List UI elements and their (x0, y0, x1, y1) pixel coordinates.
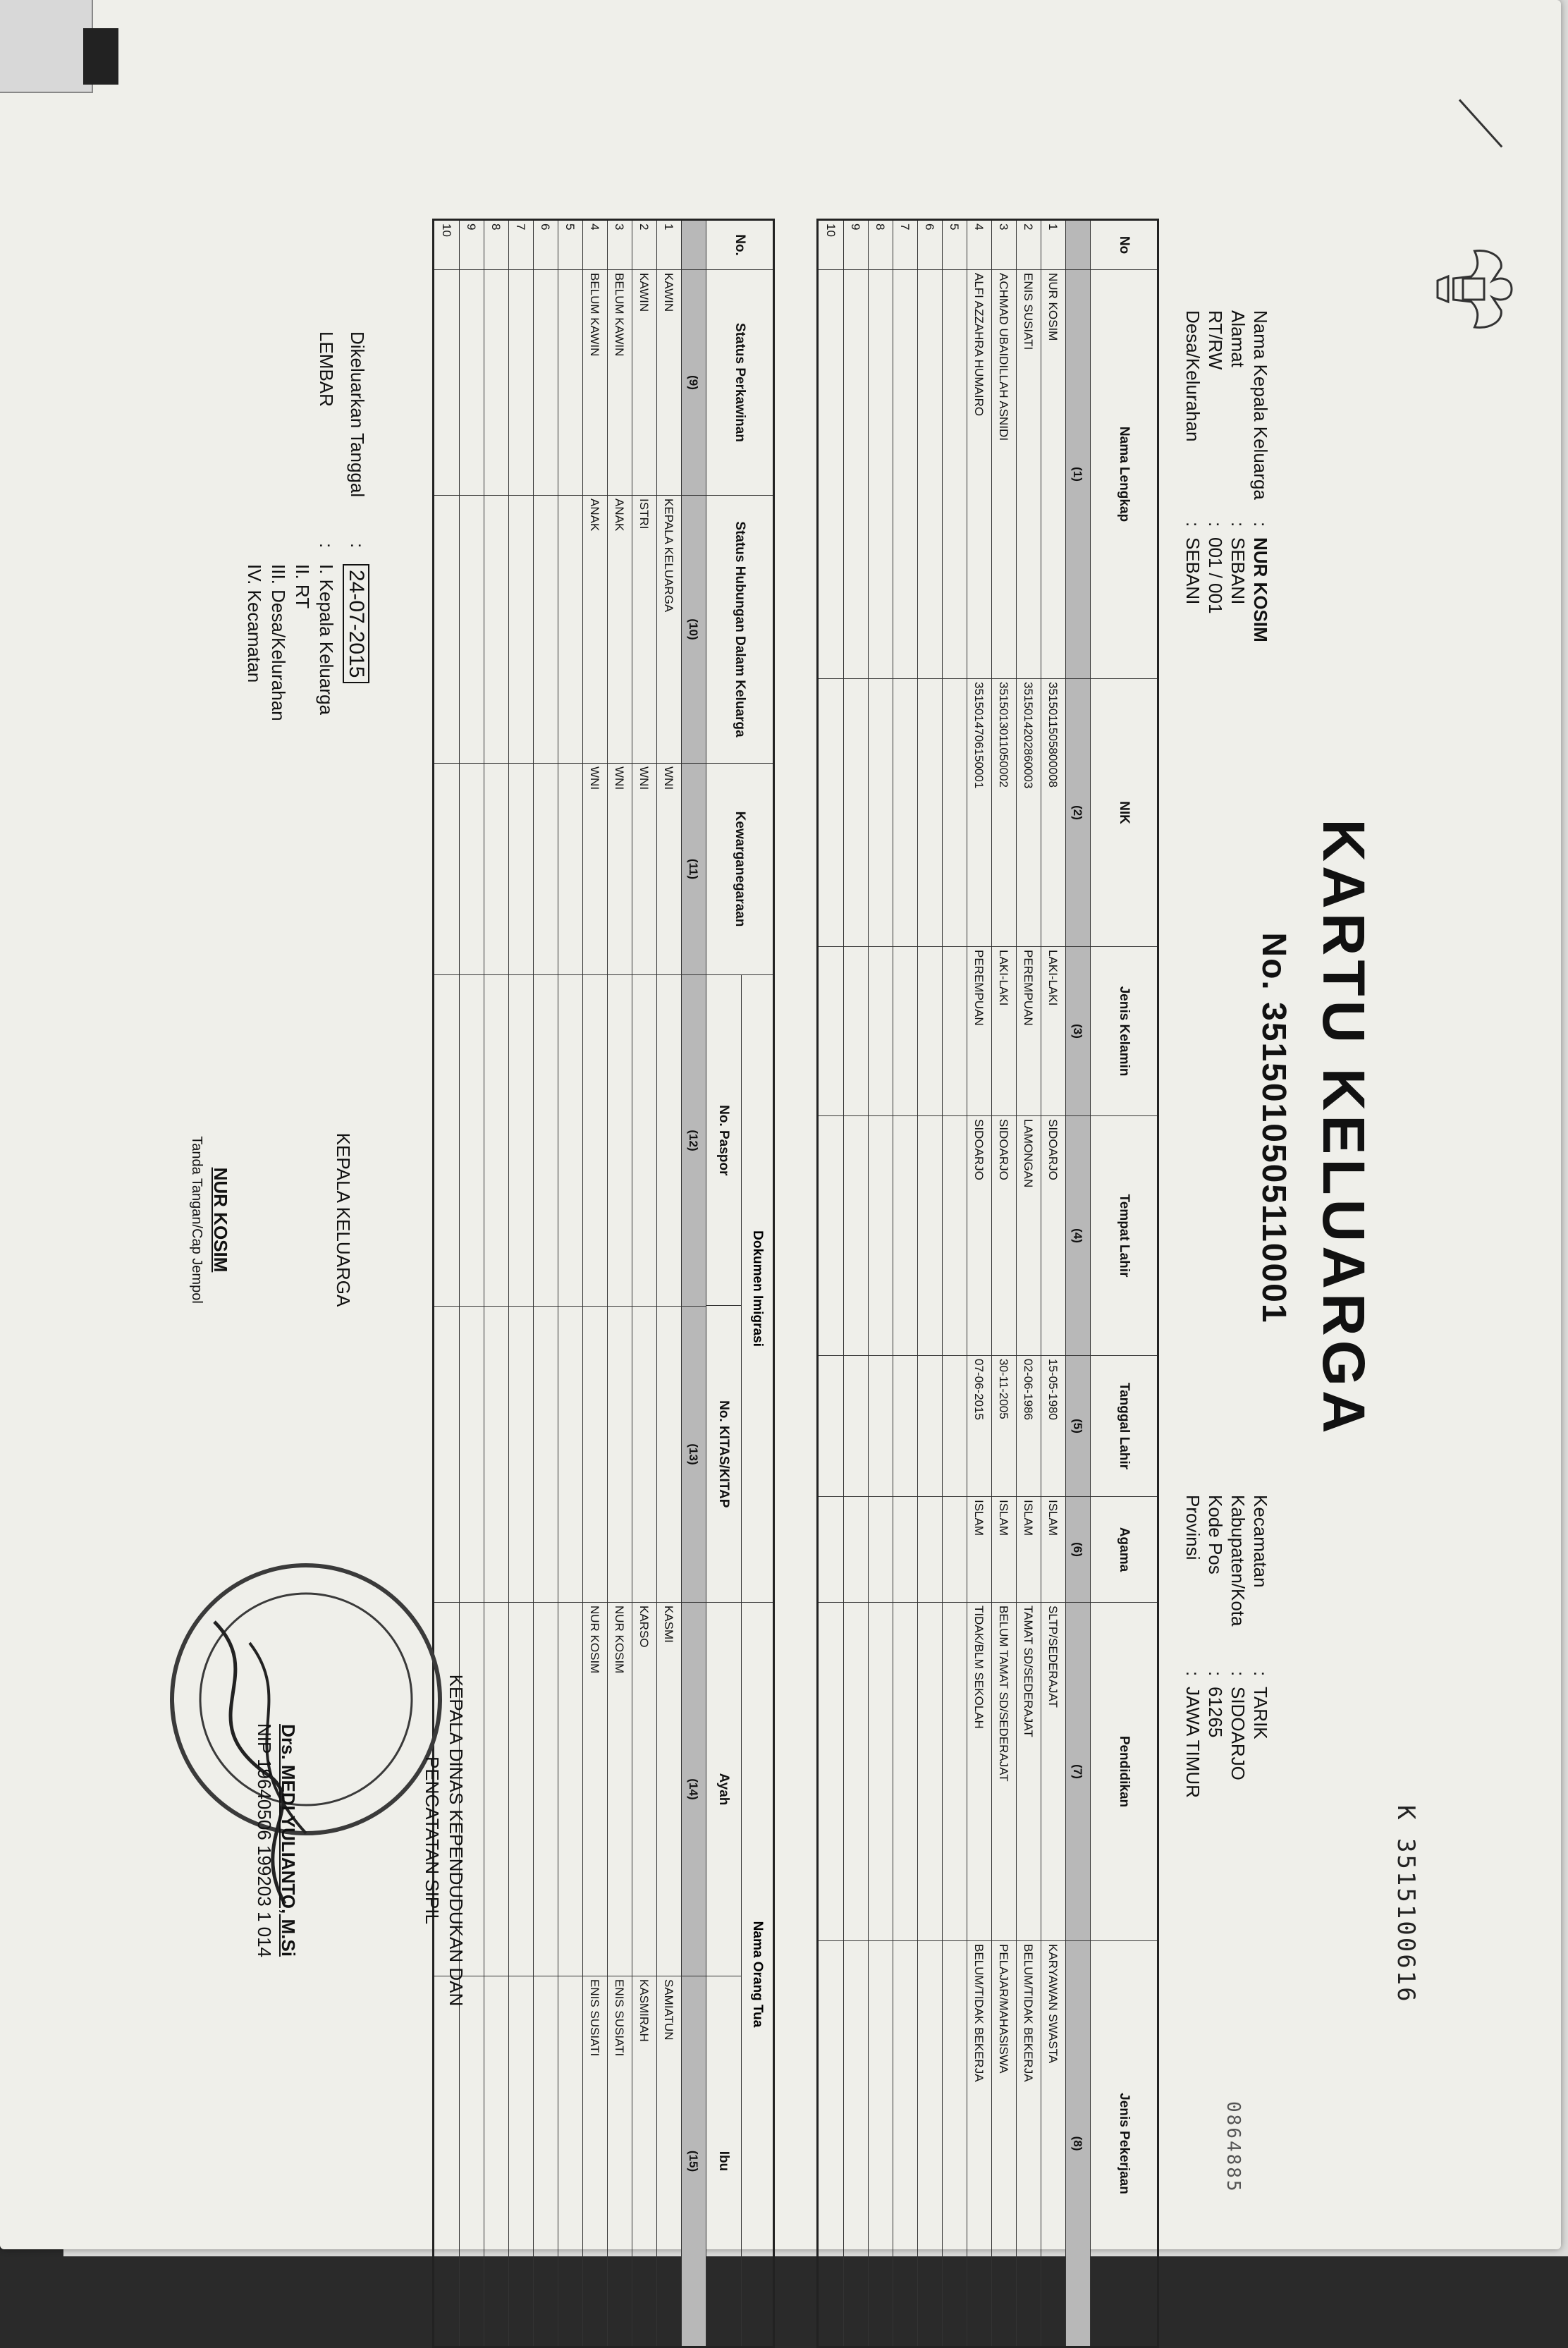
table-cell: 07-06-2015 (967, 1356, 991, 1497)
table-cell (657, 975, 681, 1307)
table-cell (819, 1941, 843, 2346)
table-cell: BELUM/TIDAK BEKERJA (1022, 1944, 1035, 2082)
table-header-cell: No. (706, 221, 773, 270)
table-cell: KAWIN (657, 270, 681, 496)
table-cell (460, 496, 484, 764)
table-cell (434, 764, 459, 975)
column-number-cell: (11) (682, 764, 706, 975)
table-cell (869, 1941, 893, 2346)
column-number-cell: (12) (682, 975, 706, 1307)
table-cell (484, 764, 508, 975)
table-row (1041, 221, 1065, 2346)
label-district: Kecamatan (1250, 1495, 1271, 1588)
table-cell (534, 975, 558, 1307)
table-row (942, 221, 967, 2346)
table-cell: ISLAM (992, 1497, 1016, 1603)
table-cell (844, 947, 868, 1116)
table-cell (893, 1941, 917, 2346)
sheet-item-2: II. RT (292, 564, 313, 609)
table-cell: ALFI AZZAHRA HUMAIRO (967, 270, 991, 679)
table-cell: WNI (608, 764, 632, 975)
table-cell: KAWIN (632, 270, 656, 496)
table-cell: PEREMPUAN (967, 947, 991, 1116)
table-cell: 7 (509, 221, 533, 270)
table-cell (558, 764, 582, 975)
official-nip: NIP 19640506 199203 1 014 (254, 1723, 275, 1958)
column-number-cell (682, 221, 706, 270)
table-cell (509, 764, 533, 975)
head-name: NUR KOSIM (210, 1167, 231, 1273)
table-row (893, 221, 917, 2346)
table-cell (534, 270, 558, 496)
table-row (607, 221, 632, 2346)
table-row (582, 221, 607, 2346)
table-cell: 3515014202860003 (1017, 679, 1041, 947)
table-cell: PEREMPUAN (1017, 947, 1041, 1116)
column-number-cell: (10) (682, 496, 706, 764)
column-number-cell: (1) (1066, 270, 1090, 679)
table-cell (918, 1941, 942, 2346)
table-header-row (706, 221, 773, 2346)
family-card-number: No. 3515010505110001 (1255, 932, 1292, 1324)
table-cell (583, 1307, 607, 1603)
table-cell (918, 947, 942, 1116)
table-cell (893, 679, 917, 947)
head-signature-block (185, 1058, 355, 1382)
table-cell (819, 1497, 843, 1603)
table-row (533, 221, 558, 2346)
table-cell: 10 (819, 221, 843, 270)
table-cell (608, 975, 632, 1307)
table-cell: 1 (657, 221, 681, 270)
table-cell: ANAK (608, 496, 632, 764)
table-cell (943, 1497, 967, 1603)
table-cell (893, 1116, 917, 1356)
table-cell (819, 270, 843, 679)
table-cell (844, 270, 868, 679)
table-header-cell: Kewarganegaraan (706, 764, 773, 975)
table-cell (632, 975, 656, 1307)
column-number-cell: (15) (682, 1976, 706, 2346)
table-header-cell: NIK (1091, 679, 1157, 947)
table-cell: 2 (632, 221, 656, 270)
table-cell (460, 764, 484, 975)
label-postal-code: Kode Pos (1205, 1495, 1226, 1574)
table-cell: SIDOARJO (1041, 1116, 1065, 1356)
table-cell: KARYAWAN SWASTA (1046, 1944, 1060, 2064)
table-cell (943, 1116, 967, 1356)
label-village: Desa/Kelurahan (1182, 310, 1203, 442)
column-number-cell: (6) (1066, 1497, 1090, 1603)
table-cell: 1 (1041, 221, 1065, 270)
table-cell (558, 1307, 582, 1603)
column-number-cell: (7) (1066, 1603, 1090, 1941)
table-cell (918, 1116, 942, 1356)
table-cell: SAMIATUN (662, 1979, 675, 2041)
table-cell: NUR KOSIM (608, 1603, 632, 1976)
table-cell: ACHMAD UBAIDILLAH ASNIDI (992, 270, 1016, 679)
table-cell (484, 975, 508, 1307)
table-header-cell: Jenis Kelamin (1091, 947, 1157, 1116)
table-row (484, 221, 508, 2346)
table-header-cell: Tanggal Lahir (1091, 1356, 1157, 1497)
table-cell: NUR KOSIM (583, 1603, 607, 1976)
table-cell: 5 (558, 221, 582, 270)
table-cell (509, 1976, 533, 2346)
table-cell (819, 1116, 843, 1356)
table-header-cell: Ayah (706, 1603, 741, 1976)
column-number-cell: (2) (1066, 679, 1090, 947)
table-cell: 6 (534, 221, 558, 270)
table-cell (819, 679, 843, 947)
garuda-emblem-icon (1427, 236, 1533, 342)
table-cell (632, 1307, 656, 1603)
table-header-cell: Tempat Lahir (1091, 1116, 1157, 1356)
sheet-item-1: I. Kepala Keluarga (316, 564, 337, 715)
table-row (917, 221, 942, 2346)
table-cell: TIDAK/BLM SEKOLAH (967, 1603, 991, 1941)
table-cell: KARSO (632, 1603, 656, 1976)
table-header-cell: Nama Lengkap (1091, 270, 1157, 679)
table-cell (534, 1603, 558, 1976)
value-head-of-family: NUR KOSIM (1250, 537, 1271, 642)
column-number-cell: (8) (1066, 1941, 1090, 2346)
family-status-table (432, 219, 775, 2348)
table-cell (918, 679, 942, 947)
column-number-cell: (14) (682, 1603, 706, 1976)
table-header-cell: Agama (1091, 1497, 1157, 1603)
table-cell: WNI (657, 764, 681, 975)
value-regency: SIDOARJO (1227, 1687, 1249, 1780)
parents-header-title: Nama Orang Tua (741, 1603, 773, 2346)
value-village: SEBANI (1182, 537, 1203, 605)
column-number-cell: (13) (682, 1307, 706, 1603)
table-cell: 10 (434, 221, 459, 270)
table-cell (484, 496, 508, 764)
table-cell (869, 1356, 893, 1497)
table-cell: 02-06-1986 (1017, 1356, 1041, 1497)
info-right: Kecamatan : TARIK Kabupaten/Kota : SIDOARJO Kode Pos : 61265 Provinsi : JAWA TIMUR (1182, 1495, 1271, 1798)
table-cell (943, 1603, 967, 1941)
table-cell: 2 (1017, 221, 1041, 270)
table-cell: 3515013011050002 (992, 679, 1016, 947)
column-number-cell: (3) (1066, 947, 1090, 1116)
immigration-doc-header-title: Dokumen Imigrasi (741, 975, 773, 1602)
table-cell (434, 496, 459, 764)
table-cell: ISLAM (967, 1497, 991, 1603)
column-number-cell: (4) (1066, 1116, 1090, 1356)
table-cell: 6 (918, 221, 942, 270)
label-rt-rw: RT/RW (1205, 310, 1226, 370)
table-cell (893, 1497, 917, 1603)
table-cell: NUR KOSIM (1041, 270, 1065, 679)
table-cell (869, 679, 893, 947)
table-cell (893, 1356, 917, 1497)
table-cell (534, 1307, 558, 1603)
table-cell (434, 975, 459, 1307)
table-cell: ANAK (583, 496, 607, 764)
column-number-cell: (5) (1066, 1356, 1090, 1497)
table-cell (484, 1603, 508, 1976)
table-cell: 8 (484, 221, 508, 270)
table-cell (943, 679, 967, 947)
parents-header (706, 1603, 773, 2346)
table-cell: SLTP/SEDERAJAT (1041, 1603, 1065, 1941)
value-province: JAWA TIMUR (1182, 1687, 1203, 1798)
table-cell: ISLAM (1017, 1497, 1041, 1603)
column-number-row (1065, 221, 1090, 2346)
document-title: KARTU KELUARGA (1311, 819, 1377, 1438)
table-cell (509, 270, 533, 496)
head-sub: Tanda Tangan/Cap Jempol (189, 1136, 204, 1304)
table-cell (509, 496, 533, 764)
sheet-label: LEMBAR (316, 331, 337, 407)
value-postal-code: 61265 (1205, 1687, 1226, 1738)
table-cell: LAMONGAN (1017, 1116, 1041, 1356)
table-cell: ENIS SUSIATI (588, 1979, 601, 2057)
table-cell (918, 1603, 942, 1941)
table-cell (869, 1603, 893, 1941)
table-cell (918, 1356, 942, 1497)
table-row (843, 221, 868, 2346)
column-number-cell: (9) (682, 270, 706, 496)
table-row (1016, 221, 1041, 2346)
official-signature-block (252, 1643, 468, 2038)
issued-label: Dikeluarkan Tanggal (347, 331, 368, 498)
table-header-cell: No (1091, 221, 1157, 270)
table-cell: LAKI-LAKI (1041, 947, 1065, 1116)
table-cell (509, 1603, 533, 1976)
table-cell: KASMI (657, 1603, 681, 1976)
table-cell: 5 (943, 221, 967, 270)
immigration-doc-header (706, 975, 773, 1603)
head-title: KEPALA KELUARGA (333, 1132, 354, 1307)
table-cell (918, 1497, 942, 1603)
bottom-code: 0864885 (1223, 2101, 1244, 2194)
table-cell: 3 (608, 221, 632, 270)
table-cell (534, 764, 558, 975)
table-cell: WNI (583, 764, 607, 975)
table-cell: KASMIRAH (637, 1979, 651, 2042)
table-cell: WNI (632, 764, 656, 975)
label-regency: Kabupaten/Kota (1227, 1495, 1249, 1627)
table-cell (844, 1497, 868, 1603)
table-cell: 30-11-2005 (992, 1356, 1016, 1497)
table-cell: TAMAT SD/SEDERAJAT (1017, 1603, 1041, 1941)
table-cell (819, 1603, 843, 1941)
table-cell: BELUM/TIDAK BEKERJA (972, 1944, 986, 2082)
table-row (508, 221, 533, 2346)
table-header-cell: No. KITAS/KITAP (716, 1400, 732, 1508)
official-title-2: PENCATATAN SIPIL (422, 1756, 443, 1924)
value-district: TARIK (1250, 1687, 1271, 1739)
table-row (868, 221, 893, 2346)
table-cell: SIDOARJO (992, 1116, 1016, 1356)
table-header-cell: Status Perkawinan (706, 270, 773, 496)
value-address: SEBANI (1227, 537, 1249, 605)
table-header-cell: Ibu (716, 2151, 732, 2172)
table-header-cell: Status Hubungan Dalam Keluarga (706, 496, 773, 764)
table-cell: 15-05-1980 (1041, 1356, 1065, 1497)
official-name: Drs. MEDI YULIANTO, M.Si (278, 1724, 299, 1957)
table-cell (558, 496, 582, 764)
issue-info: Dikeluarkan Tanggal : 24-07-2015 LEMBAR : I. Kepala Keluarga II. RT III. Desa/Kelurahan IV. Kecamatan (244, 331, 368, 721)
official-title-1: KEPALA DINAS KEPENDUDUKAN DAN (446, 1674, 467, 2007)
table-cell (534, 1976, 558, 2346)
serial-number: K 3515100616 (1392, 1805, 1420, 2004)
table-cell (918, 270, 942, 679)
table-cell: BELUM KAWIN (608, 270, 632, 496)
table-cell (657, 1307, 681, 1603)
table-cell: KEPALA KELUARGA (657, 496, 681, 764)
table-header-cell: Pendidikan (1091, 1603, 1157, 1941)
table-cell (608, 1307, 632, 1603)
table-cell: ENIS SUSIATI (1017, 270, 1041, 679)
table-cell: SIDOARJO (967, 1116, 991, 1356)
table-cell (893, 1603, 917, 1941)
table-cell (509, 1307, 533, 1603)
table-cell (460, 975, 484, 1307)
table-cell (583, 975, 607, 1307)
table-cell (943, 1356, 967, 1497)
table-row (656, 221, 681, 2346)
table-cell: LAKI-LAKI (992, 947, 1016, 1116)
table-cell: 9 (844, 221, 868, 270)
column-number-row (681, 221, 706, 2346)
label-address: Alamat (1227, 310, 1249, 367)
label-province: Provinsi (1182, 1495, 1203, 1560)
table-cell (943, 270, 967, 679)
table-cell (943, 1941, 967, 2346)
table-row (967, 221, 991, 2346)
table-cell: 8 (869, 221, 893, 270)
table-cell (558, 975, 582, 1307)
info-left: Nama Kepala Keluarga : NUR KOSIM Alamat : SEBANI RT/RW : 001 / 001 Desa/Kelurahan : SEBANI (1182, 310, 1271, 642)
table-cell: ISLAM (1041, 1497, 1065, 1603)
table-cell (558, 1976, 582, 2346)
table-cell: BELUM KAWIN (583, 270, 607, 496)
table-cell (509, 975, 533, 1307)
table-cell: 4 (583, 221, 607, 270)
table-cell (484, 270, 508, 496)
sheet-item-4: IV. Kecamatan (244, 564, 265, 683)
table-cell (484, 1976, 508, 2346)
table-cell: 9 (460, 221, 484, 270)
value-rt-rw: 001 / 001 (1205, 537, 1226, 614)
table-cell: 7 (893, 221, 917, 270)
table-cell: 3515011505800008 (1041, 679, 1065, 947)
table-cell (869, 1116, 893, 1356)
issued-date: 24-07-2015 (343, 564, 369, 683)
table-row (991, 221, 1016, 2346)
table-cell: BELUM TAMAT SD/SEDERAJAT (992, 1603, 1016, 1941)
table-cell (534, 496, 558, 764)
table-cell (893, 270, 917, 679)
table-cell (558, 1603, 582, 1976)
table-cell (869, 947, 893, 1116)
table-cell (844, 1603, 868, 1941)
table-cell (844, 679, 868, 947)
table-cell: 3515014706150001 (967, 679, 991, 947)
table-cell (819, 947, 843, 1116)
table-cell (460, 270, 484, 496)
label-head-of-family: Nama Kepala Keluarga (1250, 310, 1271, 500)
table-row (632, 221, 656, 2346)
family-members-table (816, 219, 1159, 2348)
table-header-row (1090, 221, 1157, 2346)
table-row (819, 221, 843, 2346)
table-cell: ENIS SUSIATI (613, 1979, 626, 2057)
table-cell: 4 (967, 221, 991, 270)
table-cell (434, 270, 459, 496)
table-header-cell: Jenis Pekerjaan (1117, 2093, 1132, 2194)
table-cell: 3 (992, 221, 1016, 270)
table-cell (943, 947, 967, 1116)
table-header-cell: No. Paspor (706, 975, 741, 1306)
column-number-cell (1066, 221, 1090, 270)
table-cell (869, 1497, 893, 1603)
table-cell (844, 1116, 868, 1356)
sheet-item-3: III. Desa/Kelurahan (268, 564, 289, 721)
table-cell (844, 1356, 868, 1497)
table-cell: ISTRI (632, 496, 656, 764)
table-cell (819, 1356, 843, 1497)
table-cell (484, 1307, 508, 1603)
table-row (558, 221, 582, 2346)
table-cell (869, 270, 893, 679)
table-cell (893, 947, 917, 1116)
table-cell: PELAJAR/MAHASISWA (997, 1944, 1010, 2074)
table-cell (844, 1941, 868, 2346)
table-cell (558, 270, 582, 496)
